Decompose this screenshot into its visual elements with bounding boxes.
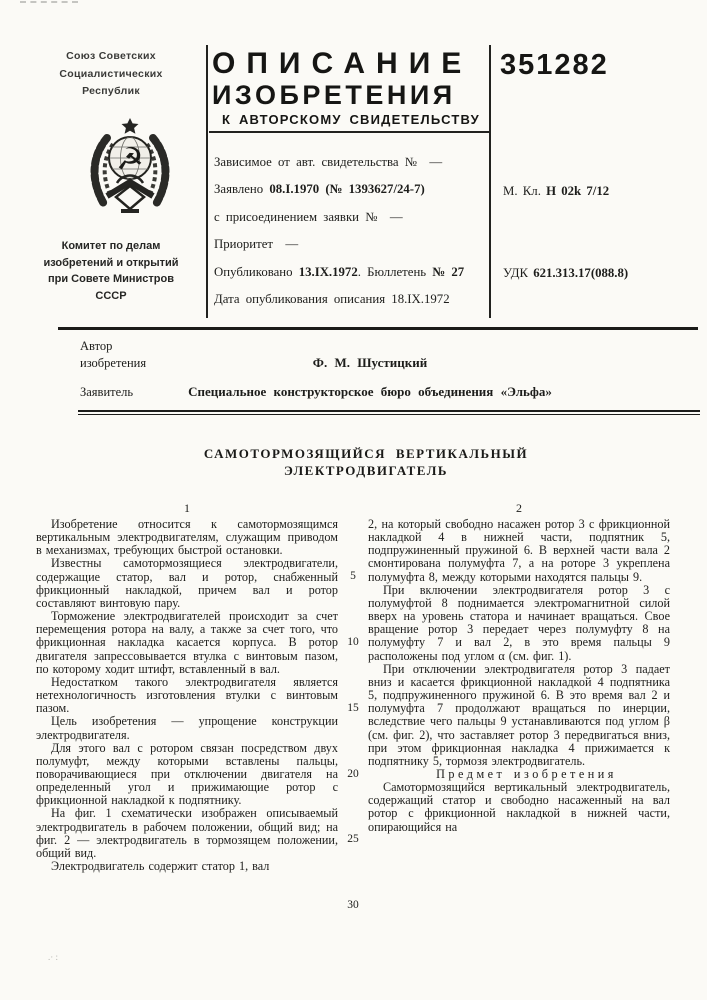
issuing-committee-line: Комитет по делам <box>61 240 161 252</box>
issuing-country-line: Республик <box>82 85 140 97</box>
document-title-line1: ОПИСАНИЕ <box>212 47 473 80</box>
field-published: Опубликовано 13.IX.1972. Бюллетень № 27 <box>214 264 465 279</box>
vertical-divider-right <box>489 45 491 318</box>
subtitle-underline <box>209 131 489 133</box>
paragraph: Для этого вал с ротором связан посредством двух полумуфт, между которыми вставлены пальцы, поворачивающиеся при отключении двигателя на определенный угол и прижимающие ротор с фрикционной накладкой к подпятнику. <box>36 740 338 808</box>
issuing-country-line: Союз Советских <box>66 50 156 62</box>
issuing-committee-block <box>16 238 206 304</box>
applicant-label: Заявитель <box>80 385 134 399</box>
vertical-divider-left <box>206 45 208 318</box>
line-number-30: 30 <box>347 899 359 911</box>
field-description-published: Дата опубликования описания 18.IX.1972 <box>214 291 450 306</box>
body-column-left <box>36 518 338 873</box>
invention-title: САМОТОРМОЗЯЩИЙСЯ ВЕРТИКАЛЬНЫЙ ЭЛЕКТРОДВИГАТЕЛЬ <box>203 446 529 478</box>
paragraph: Известны самотормозящиеся электродвигатели, содержащие статор, вал и ротор, снабженный фрикционный накладкой, причем вал и ротор составляют винтовую пару. <box>36 556 338 610</box>
column-number-2: 2 <box>516 501 522 515</box>
scan-artifact-specks: .· : <box>48 952 58 962</box>
field-joined-application: с присоединением заявки № — <box>214 209 403 224</box>
field-dependent-certificate: Зависимое от авт. свидетельства № — <box>214 155 443 169</box>
issuing-committee-line: СССР <box>95 289 127 302</box>
paragraph: Электродвигатель содержит статор 1, вал <box>51 859 270 874</box>
document-title-line2: ИЗОБРЕТЕНИЯ <box>212 80 456 110</box>
paragraph: При включении электродвигателя ротор 3 с полумуфтой 8 поднимается электромагнитной силой вверх на уровень статора и начинает вращаться. Свое вращение ротор 3 передает через полумуфту 8 на полумуфту 7 и вал 2, в это время пальцы 9 расположены под углом α (см. фиг. 1). <box>368 582 670 663</box>
svg-text:☭: ☭ <box>116 141 144 178</box>
line-number-20: 20 <box>347 768 359 780</box>
ussr-state-emblem-icon <box>88 116 172 218</box>
applicant-name: Специальное конструкторское бюро объединения «Эльфа» <box>188 384 552 399</box>
field-priority: Приоритет — <box>214 237 299 252</box>
issuing-country-line: Социалистических <box>59 67 163 80</box>
issuing-committee-line: при Совете Министров <box>47 273 175 285</box>
author-label: Автор изобретения <box>80 339 147 370</box>
author-name: Ф. М. Шустицкий <box>312 355 428 370</box>
column-number-1: 1 <box>184 501 190 515</box>
issuing-committee-line: изобретений и открытий <box>43 256 179 269</box>
horizontal-rule-double <box>78 410 700 415</box>
intl-class-code: М. Кл. Н 02k 7/12 <box>503 184 610 198</box>
line-number-10: 10 <box>347 636 359 648</box>
line-number-5: 5 <box>350 570 356 582</box>
paragraph: Цель изобретения — упрощение конструкции электродвигателя. <box>36 714 338 742</box>
paragraph: Самотормозящийся вертикальный электродвигатель, содержащий статор и свободно насаженный на вал ротор с фрикционной накладкой в нижней части, опирающийся на <box>368 780 670 834</box>
paragraph: Торможение электродвигателей происходит за счет перемещения ротора на валу, а также за счет того, что фрикционная накладка касается корпуса. В ротор двигателя запрессовывается втулка с винтовым пазом, по которому ходит штифт, вставленный в вал. <box>36 609 338 676</box>
line-number-15: 15 <box>347 702 359 714</box>
field-application-filed: Заявлено 08.I.1970 (№ 1393627/24-7) <box>214 182 425 197</box>
document-subtitle: К АВТОРСКОМУ СВИДЕТЕЛЬСТВУ <box>222 112 480 127</box>
paragraph: Изобретение относится к самотормозящимся вертикальным электродвигателям, служащим приводом в механизмах, требующих быстрой остановки. <box>36 517 338 558</box>
paragraph: 2, на который свободно насажен ротор 3 с фрикционной накладкой 4 в нижней части, подпятник 5, подпружиненный пружиной 6. В верхней части вала 2 смонтирована полумуфта 7, а на роторе 3 укреплена полумуфта 8, между которыми находятся пальцы 9. <box>368 517 670 584</box>
line-number-25: 25 <box>347 833 359 845</box>
udk-code: УДК 621.313.17(088.8) <box>503 266 629 280</box>
paragraph: На фиг. 1 схематически изображен описываемый электродвигатель в рабочем положении, общий вид; на фиг. 2 — электродвигатель в тормозящем положении, общий вид. <box>36 806 338 860</box>
scan-artifact-dashes <box>20 1 78 3</box>
body-column-right <box>368 518 670 834</box>
paragraph: При отключении электродвигателя ротор 3 падает вниз и касается фрикционной накладкой 4 подпятника 5, подпружиненного пружиной 6. В это время вал 2 и полумуфта 7 продолжают вращаться по инерции, вследствие чего пальцы 9 устанавливаются под углом β (см. фиг. 2), что заставляет ротор 3 передвигаться вниз, при этом фрикционная накладка 4 прижимается к подпятнику 5, тормозя электродвигатель. <box>368 661 670 768</box>
bibliographic-fields <box>214 155 486 319</box>
paragraph: Недостатком такого электродвигателя является нетехнологичность изготовления втулки с винтовым пазом. <box>36 674 338 716</box>
claims-section-heading: Предмет изобретения <box>436 766 617 781</box>
patent-number: 351282 <box>500 49 609 81</box>
issuing-country-block <box>26 48 196 101</box>
horizontal-rule-thick <box>58 327 698 330</box>
